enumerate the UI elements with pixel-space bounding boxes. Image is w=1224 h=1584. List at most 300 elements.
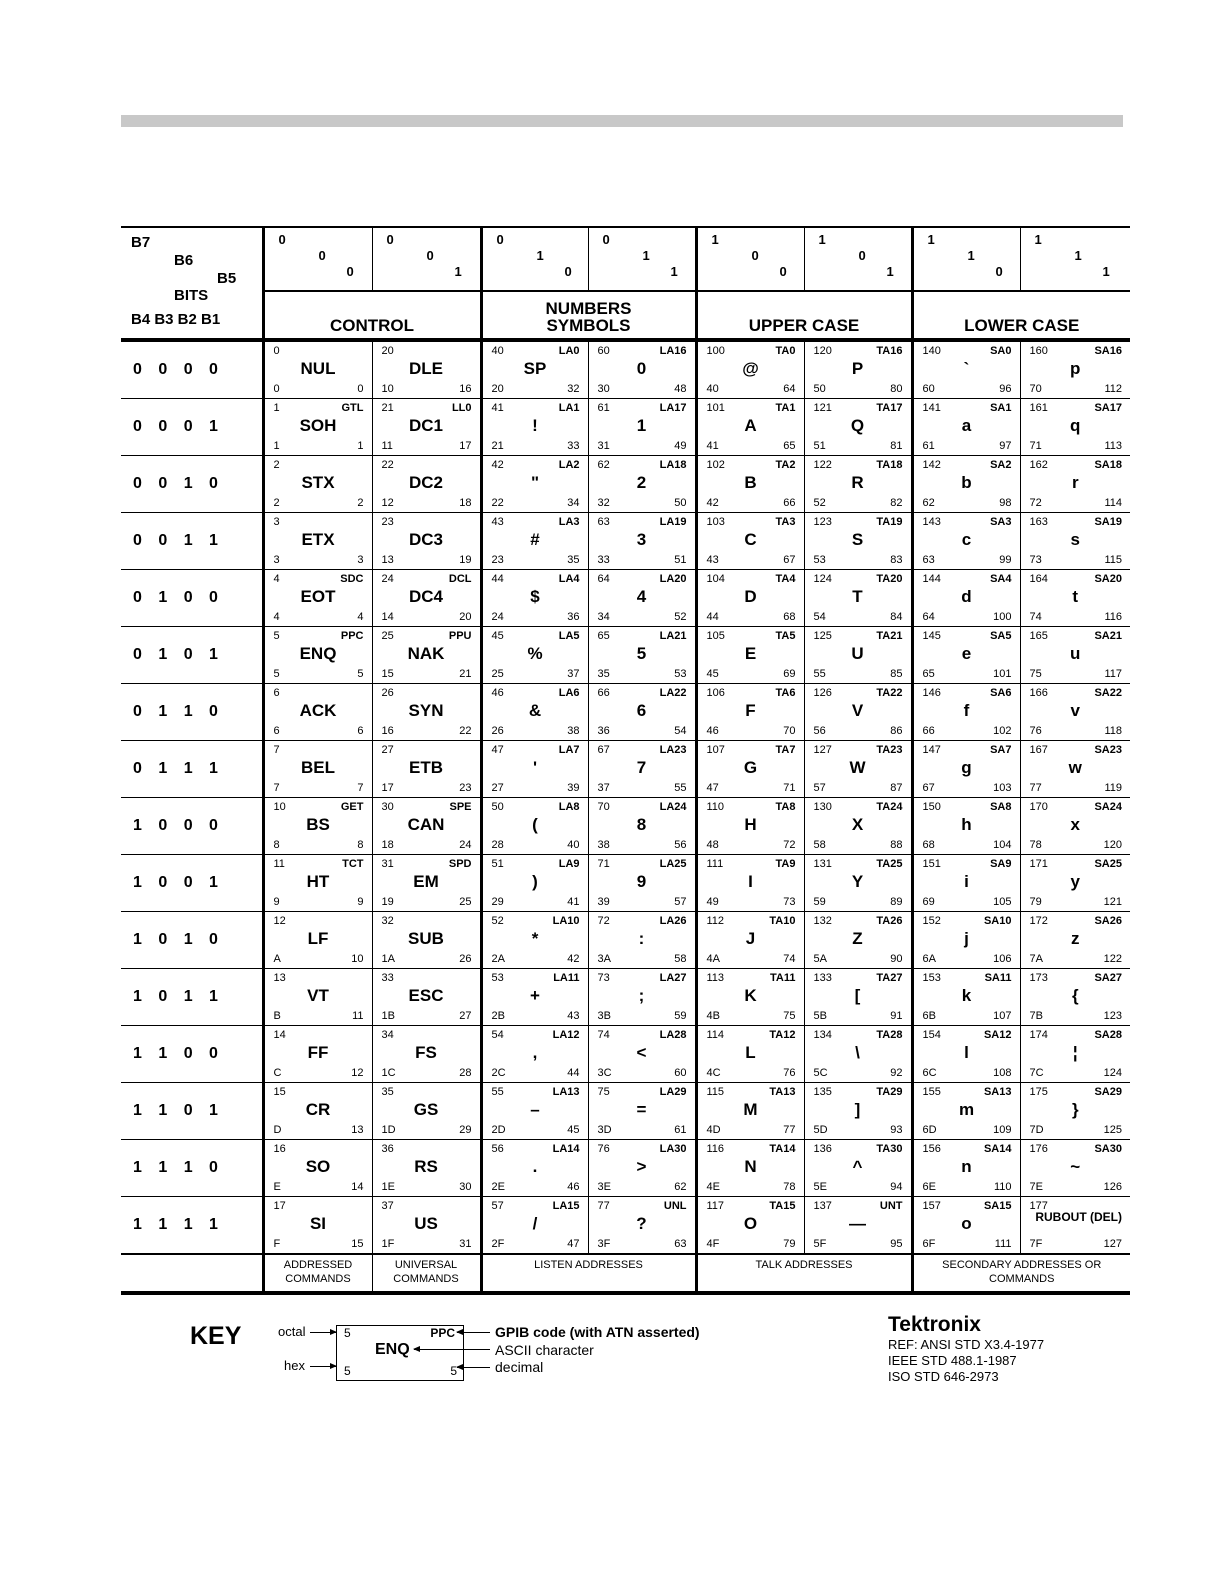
decimal-value: 111 <box>994 1238 1012 1250</box>
code-cell <box>1020 570 1130 627</box>
row-bits-cell <box>121 570 263 627</box>
hex-value: 43 <box>706 554 719 566</box>
hex-value: 10 <box>381 383 394 395</box>
octal-value: 74 <box>597 1029 610 1041</box>
octal-value: 57 <box>491 1200 504 1212</box>
row-bits-label: 0 1 1 1 <box>133 760 219 777</box>
code-cell <box>481 684 588 741</box>
hex-value: 19 <box>381 896 394 908</box>
gpib-code: SA11 <box>984 972 1012 984</box>
column-bit-value: 1 <box>1034 232 1042 247</box>
decimal-value: 108 <box>993 1067 1012 1079</box>
code-cell <box>912 741 1020 798</box>
ascii-char: ETX <box>301 530 335 549</box>
hex-value: 48 <box>706 839 719 851</box>
code-cell <box>804 855 912 912</box>
hex-value: A <box>273 953 281 965</box>
octal-value: 31 <box>381 858 394 870</box>
code-cell <box>1020 1026 1130 1083</box>
ascii-char: 3 <box>636 530 647 549</box>
ascii-char: HT <box>306 872 330 891</box>
octal-value: 55 <box>491 1086 504 1098</box>
hex-value: 49 <box>706 896 719 908</box>
hex-value: 31 <box>597 440 610 452</box>
symbols-label: SYMBOLS <box>546 316 631 335</box>
hex-value: 3 <box>273 554 280 566</box>
decimal-value: 65 <box>783 440 796 452</box>
gpib-code: SA9 <box>990 858 1012 870</box>
gpib-code: LL0 <box>451 402 472 414</box>
octal-value: 151 <box>922 858 941 870</box>
octal-value: 175 <box>1029 1086 1048 1098</box>
hex-value: 3D <box>597 1124 612 1136</box>
ascii-char: CAN <box>407 815 445 834</box>
hex-value: 3A <box>597 953 611 965</box>
code-cell <box>588 340 696 399</box>
gpib-code: SA0 <box>990 345 1012 357</box>
gpib-code: TA4 <box>775 573 796 585</box>
decimal-arrow <box>457 1367 490 1368</box>
row-bits-label: 1 0 0 0 <box>133 817 219 834</box>
decimal-value: 51 <box>674 554 687 566</box>
decimal-value: 79 <box>783 1238 796 1250</box>
octal-value: 142 <box>922 459 941 471</box>
octal-arrow <box>310 1332 336 1333</box>
row-bits-cell <box>121 798 263 855</box>
ascii-char: ~ <box>1070 1157 1081 1176</box>
table-row <box>121 855 1130 912</box>
code-cell <box>696 741 804 798</box>
decimal-value: 106 <box>993 953 1012 965</box>
ascii-char: W <box>849 758 866 777</box>
code-cell <box>588 1026 696 1083</box>
ascii-char: C <box>744 530 757 549</box>
hex-value: 11 <box>381 440 393 452</box>
code-cell <box>588 684 696 741</box>
octal-value: 53 <box>491 972 504 984</box>
decimal-value: 56 <box>674 839 687 851</box>
code-cell <box>588 1140 696 1197</box>
row-bits-label: 1 1 1 1 <box>133 1216 219 1233</box>
footer-addressed-commands <box>263 1254 372 1293</box>
code-cell <box>696 1026 804 1083</box>
octal-value: 121 <box>813 402 832 414</box>
octal-value: 137 <box>813 1200 832 1212</box>
column-bit-value: 1 <box>711 232 719 247</box>
column-bit-value: 0 <box>346 264 354 279</box>
decimal-value: 80 <box>890 383 903 395</box>
code-cell <box>804 969 912 1026</box>
table-row <box>121 1140 1130 1197</box>
octal-value: 105 <box>706 630 725 642</box>
hex-value: 73 <box>1029 554 1042 566</box>
octal-value: 144 <box>922 573 941 585</box>
code-cell <box>588 798 696 855</box>
decimal-value: 109 <box>993 1124 1012 1136</box>
gpib-code: LA20 <box>659 573 687 585</box>
decimal-value: 90 <box>890 953 903 965</box>
hex-value: 5C <box>813 1067 828 1079</box>
octal-value: 34 <box>381 1029 394 1041</box>
hex-value: 4 <box>273 611 280 623</box>
gpib-code: LA26 <box>659 915 687 927</box>
gpib-code: TA24 <box>876 801 903 813</box>
column-bit-value: 0 <box>751 248 759 263</box>
code-cell <box>696 855 804 912</box>
code-cell <box>1020 1197 1130 1255</box>
gpib-code: TA8 <box>775 801 796 813</box>
footer-listen-addresses <box>481 1254 696 1293</box>
gpib-code: LA22 <box>659 687 687 699</box>
decimal-value: 39 <box>567 782 580 794</box>
decimal-value: 16 <box>459 383 472 395</box>
code-cell <box>912 684 1020 741</box>
code-cell <box>588 627 696 684</box>
gpib-code: SA25 <box>1094 858 1122 870</box>
key-hex-label: hex <box>284 1358 305 1373</box>
decimal-value: 122 <box>1103 953 1122 965</box>
decimal-value: 68 <box>783 611 796 623</box>
ascii-char: z <box>1071 929 1080 948</box>
decimal-value: 35 <box>567 554 580 566</box>
octal-value: 141 <box>922 402 941 414</box>
gpib-code: SA28 <box>1094 1029 1122 1041</box>
gpib-code: TA26 <box>876 915 903 927</box>
code-cell <box>481 340 588 399</box>
decimal-value: 8 <box>357 839 364 851</box>
code-cell <box>481 741 588 798</box>
octal-value: 135 <box>813 1086 832 1098</box>
decimal-value: 17 <box>459 440 472 452</box>
code-cell <box>1020 399 1130 456</box>
hex-value: 5D <box>813 1124 828 1136</box>
code-cell <box>372 1026 481 1083</box>
code-cell <box>481 912 588 969</box>
ascii-char: ¦ <box>1072 1043 1078 1062</box>
hex-value: 1B <box>381 1010 395 1022</box>
octal-value: 122 <box>813 459 832 471</box>
octal-value: 25 <box>381 630 394 642</box>
gpib-code: TA23 <box>876 744 903 756</box>
ascii-char: Y <box>851 872 864 891</box>
code-cell <box>588 912 696 969</box>
gpib-code: GTL <box>341 402 364 414</box>
hex-value: 66 <box>922 725 935 737</box>
footer-addressed-commands-text: ADDRESSED COMMANDS <box>283 1259 353 1285</box>
key-gpib-value: PPC <box>430 1326 455 1340</box>
decimal-value: 94 <box>890 1181 903 1193</box>
hex-value: 7A <box>1029 953 1043 965</box>
octal-value: 123 <box>813 516 832 528</box>
decimal-value: 97 <box>999 440 1012 452</box>
hex-value: 1F <box>381 1238 395 1250</box>
decimal-value: 119 <box>1104 782 1122 794</box>
gpib-code: LA21 <box>659 630 687 642</box>
hex-value: 57 <box>813 782 826 794</box>
code-cell <box>263 513 372 570</box>
decimal-value: 21 <box>459 668 472 680</box>
ascii-char: w <box>1068 758 1082 777</box>
decimal-value: 34 <box>567 497 580 509</box>
decimal-value: 24 <box>459 839 472 851</box>
code-cell <box>263 855 372 912</box>
code-cell <box>263 1083 372 1140</box>
octal-value: 107 <box>706 744 725 756</box>
code-cell <box>263 741 372 798</box>
decimal-value: 53 <box>674 668 687 680</box>
row-bits-label: 0 1 0 1 <box>133 646 219 663</box>
code-cell <box>912 399 1020 456</box>
gpib-code: TA11 <box>770 972 796 984</box>
ascii-char: ACK <box>299 701 337 720</box>
octal-value: 156 <box>922 1143 941 1155</box>
code-cell <box>804 570 912 627</box>
ascii-char: EOT <box>300 587 336 606</box>
code-cell <box>912 1140 1020 1197</box>
octal-value: 160 <box>1029 345 1048 357</box>
gpib-code: TA17 <box>876 402 903 414</box>
code-cell <box>1020 741 1130 798</box>
code-cell <box>1020 912 1130 969</box>
code-cell <box>912 340 1020 399</box>
decimal-value: 60 <box>674 1067 687 1079</box>
ascii-char: % <box>527 644 543 663</box>
column-bits-6 <box>912 227 1020 291</box>
octal-value: 23 <box>381 516 394 528</box>
ascii-char: SI <box>309 1214 327 1233</box>
hex-value: 12 <box>381 497 394 509</box>
octal-value: 153 <box>922 972 941 984</box>
hex-value: 3E <box>597 1181 611 1193</box>
code-cell <box>696 1083 804 1140</box>
octal-value: 11 <box>273 858 285 870</box>
ascii-char: H <box>744 815 757 834</box>
code-cell <box>372 1197 481 1255</box>
ascii-char: > <box>636 1157 647 1176</box>
ascii-char: ? <box>636 1214 647 1233</box>
hex-value: 6F <box>922 1238 936 1250</box>
decimal-value: 30 <box>459 1181 472 1193</box>
octal-value: 1 <box>273 402 280 414</box>
code-cell <box>588 855 696 912</box>
octal-value: 146 <box>922 687 941 699</box>
octal-value: 155 <box>922 1086 941 1098</box>
octal-value: 56 <box>491 1143 504 1155</box>
gpib-code: LA16 <box>659 345 687 357</box>
hex-value: 53 <box>813 554 826 566</box>
decimal-value: 67 <box>783 554 796 566</box>
row-bits-label: 1 1 0 0 <box>133 1045 219 1062</box>
ascii-char: @ <box>742 359 759 378</box>
gpib-code: PPC <box>340 630 364 642</box>
ascii-char: : <box>638 929 645 948</box>
decimal-value: 25 <box>459 896 472 908</box>
hex-value: 27 <box>491 782 504 794</box>
ascii-char: u <box>1070 644 1081 663</box>
ascii-char: ` <box>963 359 970 378</box>
octal-value: 143 <box>922 516 941 528</box>
decimal-value: 7 <box>357 782 364 794</box>
key-decimal-desc: decimal <box>495 1359 544 1375</box>
octal-value: 170 <box>1029 801 1048 813</box>
hex-value: 78 <box>1029 839 1042 851</box>
decimal-value: 11 <box>352 1010 364 1022</box>
octal-value: 62 <box>597 459 610 471</box>
gpib-code: LA4 <box>558 573 580 585</box>
octal-value: 0 <box>273 345 280 357</box>
code-cell <box>481 1197 588 1255</box>
octal-value: 35 <box>381 1086 394 1098</box>
ascii-char: & <box>528 701 542 720</box>
code-cell <box>263 684 372 741</box>
decimal-value: 22 <box>459 725 472 737</box>
ascii-char: ! <box>532 416 538 435</box>
table-row <box>121 1083 1130 1140</box>
octal-value: 145 <box>922 630 941 642</box>
code-cell <box>804 1026 912 1083</box>
octal-value: 14 <box>273 1029 286 1041</box>
table-row <box>121 1026 1130 1083</box>
decimal-value: 59 <box>674 1010 687 1022</box>
column-bit-value: 1 <box>454 264 462 279</box>
hex-value: 36 <box>597 725 610 737</box>
row-bits-cell <box>121 1083 263 1140</box>
ascii-char: 7 <box>636 758 647 777</box>
ascii-char: P <box>851 359 864 378</box>
octal-value: 154 <box>922 1029 941 1041</box>
decimal-value: 100 <box>993 611 1012 623</box>
octal-value: 116 <box>706 1143 725 1155</box>
hex-value: 6E <box>922 1181 936 1193</box>
code-cell <box>481 1083 588 1140</box>
ascii-chart-table <box>121 226 1130 1295</box>
ascii-char: h <box>961 815 972 834</box>
code-cell <box>912 798 1020 855</box>
gpib-code: TA18 <box>876 459 903 471</box>
code-cell <box>372 340 481 399</box>
key-example-box <box>336 1325 464 1381</box>
gpib-code: TA6 <box>775 687 796 699</box>
hex-value: 71 <box>1029 440 1042 452</box>
decimal-value: 13 <box>351 1124 364 1136</box>
octal-value: 13 <box>273 972 286 984</box>
code-cell <box>263 1026 372 1083</box>
row-bits-label: 1 1 1 0 <box>133 1159 219 1176</box>
code-cell <box>372 969 481 1026</box>
key-hex-value: 5 <box>344 1364 351 1378</box>
code-cell <box>1020 684 1130 741</box>
hex-value: 29 <box>491 896 504 908</box>
decimal-value: 6 <box>357 725 364 737</box>
category-upper-case: UPPER CASE <box>696 291 912 340</box>
hex-value: 7B <box>1029 1010 1043 1022</box>
code-cell <box>1020 456 1130 513</box>
code-cell <box>588 456 696 513</box>
decimal-value: 10 <box>351 953 364 965</box>
code-cell <box>588 570 696 627</box>
ascii-char: # <box>530 530 540 549</box>
key-octal-label: octal <box>278 1324 306 1339</box>
gpib-code: UNT <box>879 1200 903 1212</box>
ascii-char: ) <box>532 872 538 891</box>
decimal-value: 125 <box>1103 1124 1122 1136</box>
column-bit-value: 0 <box>564 264 572 279</box>
decimal-value: 73 <box>783 896 796 908</box>
decimal-value: 123 <box>1103 1010 1122 1022</box>
ascii-char: — <box>849 1214 866 1233</box>
code-cell <box>372 1083 481 1140</box>
gpib-code: SDC <box>340 573 364 585</box>
gpib-code: TA28 <box>876 1029 903 1041</box>
octal-value: 163 <box>1029 516 1048 528</box>
decimal-value: 81 <box>890 440 903 452</box>
column-bit-value: 0 <box>426 248 434 263</box>
table-row <box>121 741 1130 798</box>
ascii-char: ETB <box>409 758 443 777</box>
octal-value: 130 <box>813 801 832 813</box>
decimal-value: 61 <box>674 1124 687 1136</box>
hex-value: 58 <box>813 839 826 851</box>
gpib-code: TA25 <box>876 858 903 870</box>
octal-value: 30 <box>381 801 394 813</box>
gpib-code: GET <box>340 801 364 813</box>
gpib-code: LA29 <box>659 1086 687 1098</box>
ascii-char: 5 <box>636 644 647 663</box>
hex-value: 2 <box>273 497 280 509</box>
octal-value: 103 <box>706 516 725 528</box>
code-cell <box>372 684 481 741</box>
octal-value: 126 <box>813 687 832 699</box>
b5-label: B5 <box>217 270 237 287</box>
octal-value: 3 <box>273 516 280 528</box>
hex-value: 50 <box>813 383 826 395</box>
decimal-value: 55 <box>674 782 687 794</box>
octal-value: 54 <box>491 1029 504 1041</box>
octal-value: 177 <box>1029 1200 1048 1212</box>
octal-value: 150 <box>922 801 941 813</box>
code-cell <box>481 627 588 684</box>
gpib-code: LA19 <box>659 516 687 528</box>
code-cell <box>696 513 804 570</box>
row-bits-cell <box>121 741 263 798</box>
code-cell <box>481 855 588 912</box>
code-cell <box>696 1140 804 1197</box>
hex-value: 62 <box>922 497 935 509</box>
ascii-char: CR <box>305 1100 331 1119</box>
decimal-value: 41 <box>567 896 580 908</box>
hex-value: 37 <box>597 782 610 794</box>
column-bit-value: 0 <box>779 264 787 279</box>
octal-value: 70 <box>597 801 610 813</box>
octal-value: 64 <box>597 573 610 585</box>
hex-value: 7F <box>1029 1238 1043 1250</box>
octal-value: 44 <box>491 573 504 585</box>
hex-value: 28 <box>491 839 504 851</box>
ascii-char: b <box>961 473 972 492</box>
gpib-code: TA5 <box>775 630 796 642</box>
hex-value: 8 <box>273 839 280 851</box>
octal-value: 40 <box>491 345 504 357</box>
code-cell <box>804 1197 912 1255</box>
code-cell <box>804 399 912 456</box>
code-cell <box>1020 627 1130 684</box>
column-bits-7 <box>1020 227 1130 291</box>
code-cell <box>588 1197 696 1255</box>
ascii-char: q <box>1070 416 1081 435</box>
hex-arrow <box>310 1366 336 1367</box>
hex-value: 30 <box>597 383 610 395</box>
hex-value: 68 <box>922 839 935 851</box>
